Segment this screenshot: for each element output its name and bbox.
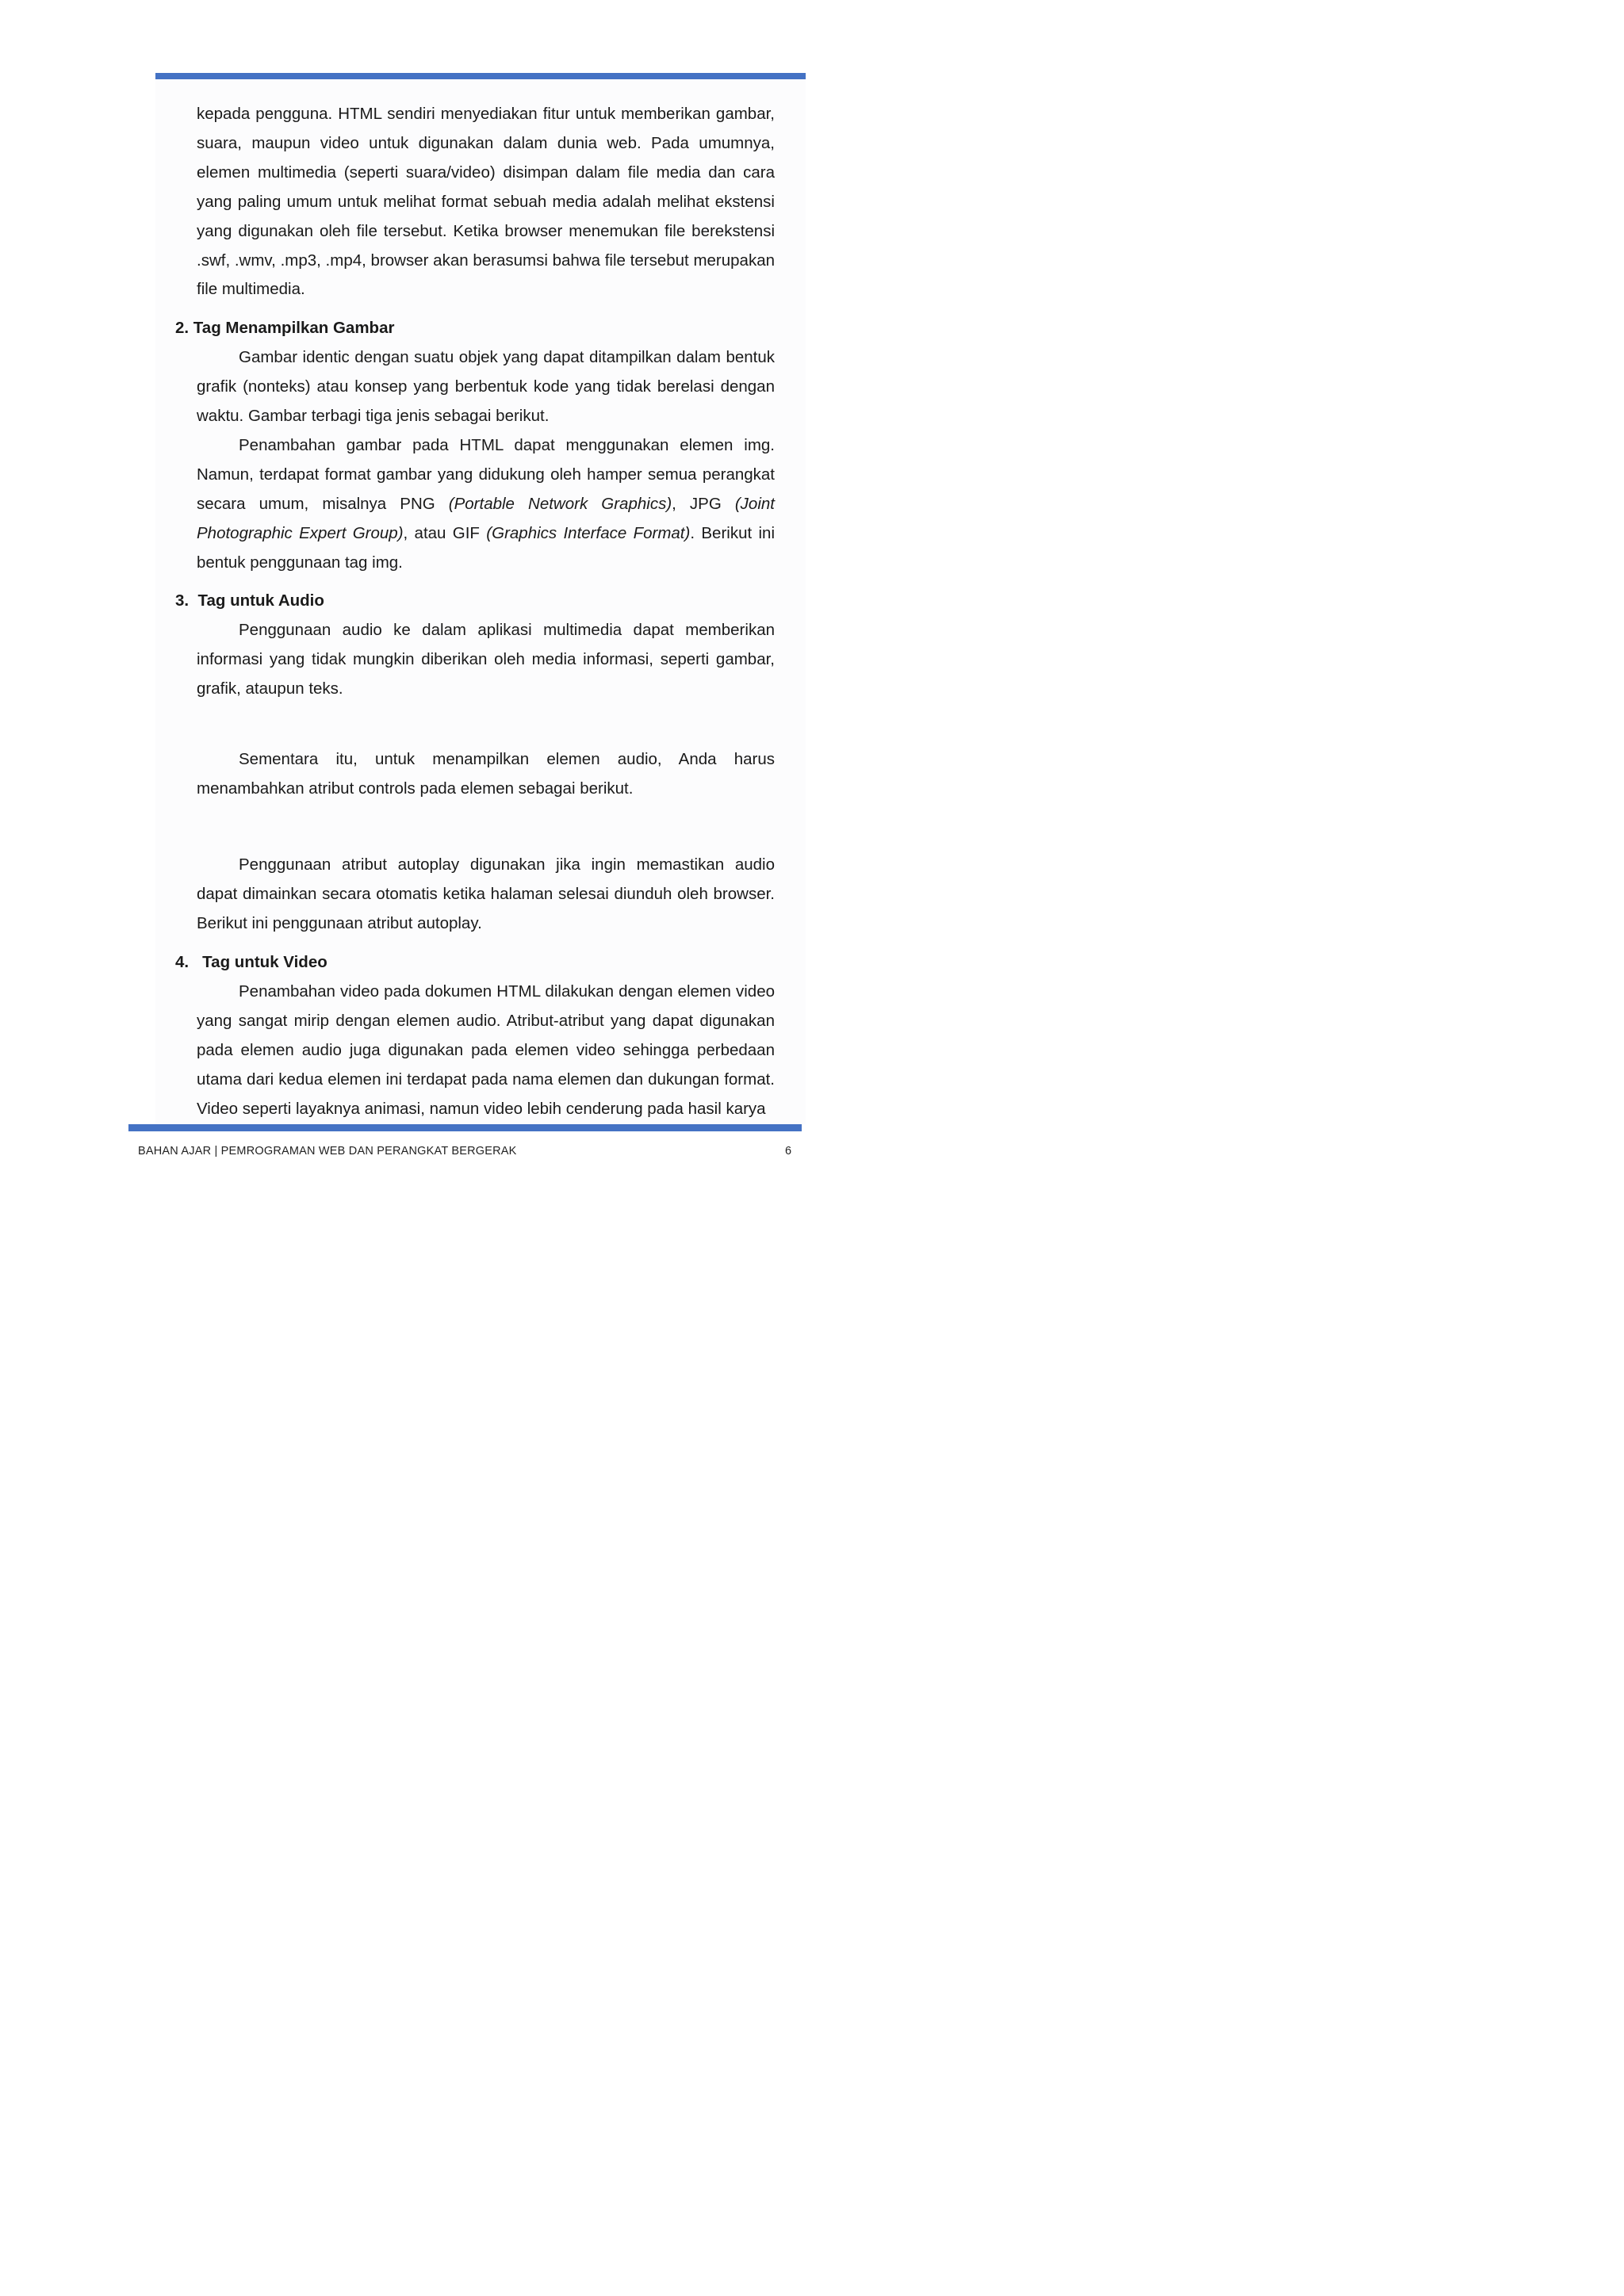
page-number: 6: [785, 1145, 792, 1158]
footer-rule: [128, 1124, 802, 1131]
paragraph-audio-usage: Penggunaan audio ke dalam aplikasi multimedia dapat memberikan informasi yang tidak mungkin diberikan oleh media informasi, seperti gambar, grafik, ataupun teks.: [197, 621, 775, 698]
header-rule: [155, 73, 806, 79]
paragraph-intro-continued: kepada pengguna. HTML sendiri menyediakan fitur untuk memberikan gambar, suara, maupun video untuk digunakan dalam dunia web. Pada umumnya, elemen multimedia (seperti suara/video) disimpan dalam file media dan cara yang paling umum untuk melihat format sebuah media adalah melihat ekstensi yang digunakan oleh file tersebut. Ketika browser menemukan file berekstensi .swf, .wmv, .mp3, .mp4, browser akan berasumsi bahwa file tersebut merupakan file multimedia.: [197, 105, 775, 299]
footer-label: BAHAN AJAR | PEMROGRAMAN WEB DAN PERANGKAT BERGERAK: [138, 1145, 517, 1158]
heading-tag-gambar: 2. Tag Menampilkan Gambar: [175, 319, 395, 337]
paragraph-audio-controls: Sementara itu, untuk menampilkan elemen audio, Anda harus menambahkan atribut controls pada elemen sebagai berikut.: [197, 750, 775, 798]
paragraph-gambar-formats: Penambahan gambar pada HTML dapat menggunakan elemen img. Namun, terdapat format gambar yang didukung oleh hamper semua perangkat secara umum, misalnya PNG (Portable Network Graphics), JPG (Joint Photographic Expert Group), atau GIF (Graphics Interface Format). Berikut ini bentuk penggunaan tag img.: [197, 436, 776, 572]
heading-tag-audio: 3. Tag untuk Audio: [175, 591, 324, 610]
paragraph-gambar-definition: Gambar identic dengan suatu objek yang dapat ditampilkan dalam bentuk grafik (nonteks) atau konsep yang berbentuk kode yang tidak berelasi dengan waktu. Gambar terbagi tiga jenis sebagai berikut.: [197, 348, 775, 425]
heading-tag-video: 4. Tag untuk Video: [175, 953, 327, 971]
paragraph-video-description: Penambahan video pada dokumen HTML dilakukan dengan elemen video yang sangat mirip dengan elemen audio. Atribut-atribut yang dapat digunakan pada elemen audio juga digunakan pada elemen video sehingga perbedaan utama dari kedua elemen ini terdapat pada nama elemen dan dukungan format. Video seperti layaknya animasi, namun video lebih cenderung pada hasil karya: [197, 982, 775, 1118]
paragraph-audio-autoplay: Penggunaan atribut autoplay digunakan jika ingin memastikan audio dapat dimainkan secara otomatis ketika halaman selesai diunduh oleh browser. Berikut ini penggunaan atribut autoplay.: [197, 855, 775, 932]
